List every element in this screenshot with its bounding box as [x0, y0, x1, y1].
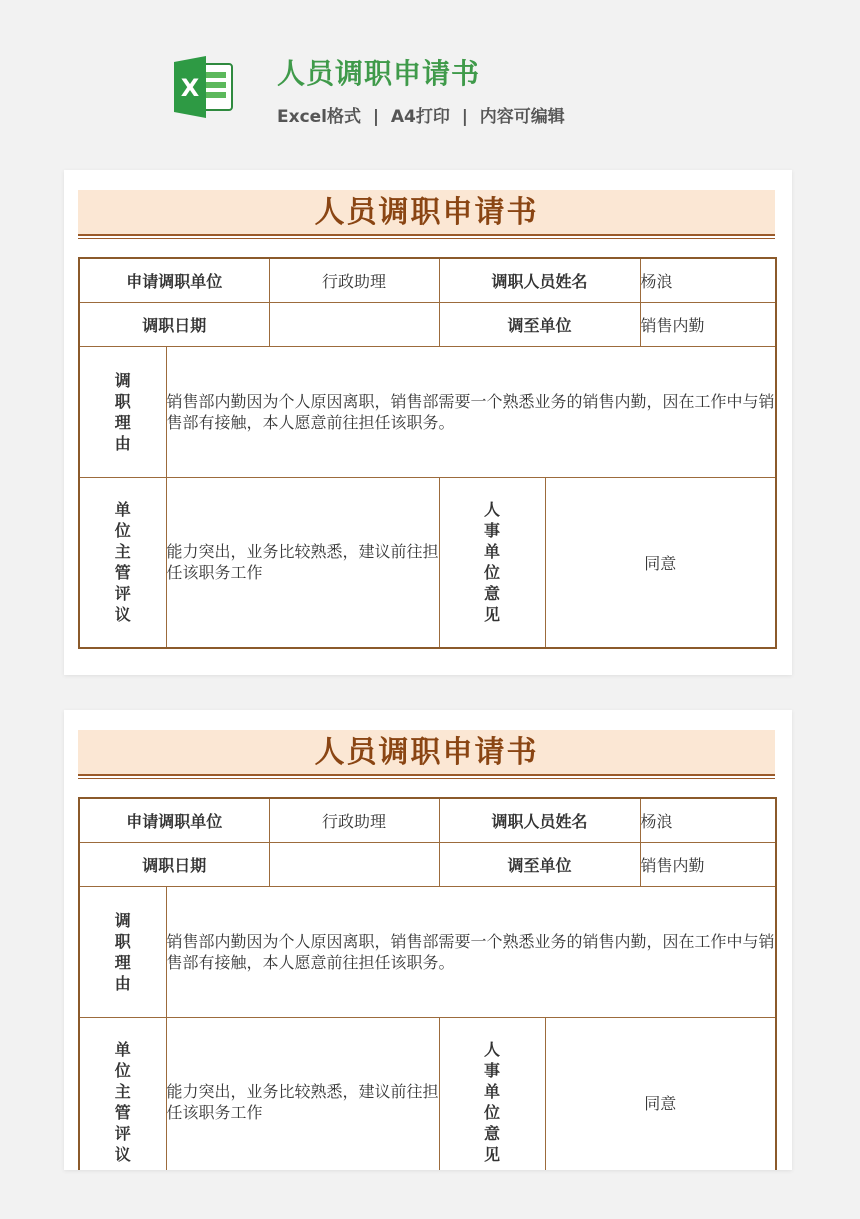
label-dept: 申请调职单位: [79, 258, 269, 302]
label-date: 调职日期: [79, 302, 269, 346]
transfer-form-table: [78, 257, 777, 649]
label-date: 调职日期: [79, 842, 269, 886]
label-hr: [439, 1017, 545, 1170]
value-hr[interactable]: 同意: [545, 477, 776, 648]
value-name[interactable]: 杨浪: [640, 258, 776, 302]
label-name: 调职人员姓名: [439, 258, 640, 302]
value-dept[interactable]: 行政助理: [269, 258, 439, 302]
value-hr[interactable]: 同意: [545, 1017, 776, 1170]
label-hr-text: 人事单位意见: [484, 1040, 501, 1165]
title-band: [78, 190, 775, 234]
value-target[interactable]: 销售内勤: [640, 842, 776, 886]
value-reason[interactable]: 销售部内勤因为个人原因离职，销售部需要一个熟悉业务的销售内勤，因在工作中与销售部有接触，本人愿意前往担任该职务。: [166, 346, 776, 477]
value-name[interactable]: 杨浪: [640, 798, 776, 842]
title-band: [78, 730, 775, 774]
value-reason[interactable]: 销售部内勤因为个人原因离职，销售部需要一个熟悉业务的销售内勤，因在工作中与销售部有接触，本人愿意前往担任该职务。: [166, 886, 776, 1017]
label-reason-text: 调职理由: [114, 370, 131, 453]
label-dept: 申请调职单位: [79, 798, 269, 842]
label-reason-text: 调职理由: [114, 910, 131, 993]
page-header: [0, 0, 860, 160]
header-subtitle: Excel格式 | A4打印 | 内容可编辑: [277, 107, 565, 127]
excel-icon: [172, 56, 234, 118]
label-supervisor: [79, 1017, 166, 1170]
header-title: 人员调职申请书: [277, 57, 481, 90]
label-hr: [439, 477, 545, 648]
form-title: 人员调职申请书: [314, 735, 539, 770]
label-hr-text: 人事单位意见: [484, 500, 501, 625]
transfer-form-table: [78, 797, 777, 1170]
label-reason: [79, 886, 166, 1017]
value-date[interactable]: [269, 842, 439, 886]
value-supervisor[interactable]: 能力突出，业务比较熟悉，建议前往担任该职务工作: [166, 1017, 439, 1170]
form-title: 人员调职申请书: [314, 195, 539, 230]
label-supervisor: [79, 477, 166, 648]
title-rule: [78, 774, 775, 776]
title-rule-thin: [78, 238, 775, 239]
form-page-1: [64, 170, 792, 675]
value-supervisor[interactable]: 能力突出，业务比较熟悉，建议前往担任该职务工作: [166, 477, 439, 648]
label-name: 调职人员姓名: [439, 798, 640, 842]
title-rule: [78, 234, 775, 236]
title-rule-thin: [78, 778, 775, 779]
label-supervisor-text: 单位主管评议: [114, 1040, 131, 1165]
svg-text:X: X: [180, 74, 200, 102]
label-target: 调至单位: [439, 302, 640, 346]
form-page-2: [64, 710, 792, 1170]
value-date[interactable]: [269, 302, 439, 346]
value-target[interactable]: 销售内勤: [640, 302, 776, 346]
label-supervisor-text: 单位主管评议: [114, 500, 131, 625]
label-reason: [79, 346, 166, 477]
label-target: 调至单位: [439, 842, 640, 886]
value-dept[interactable]: 行政助理: [269, 798, 439, 842]
